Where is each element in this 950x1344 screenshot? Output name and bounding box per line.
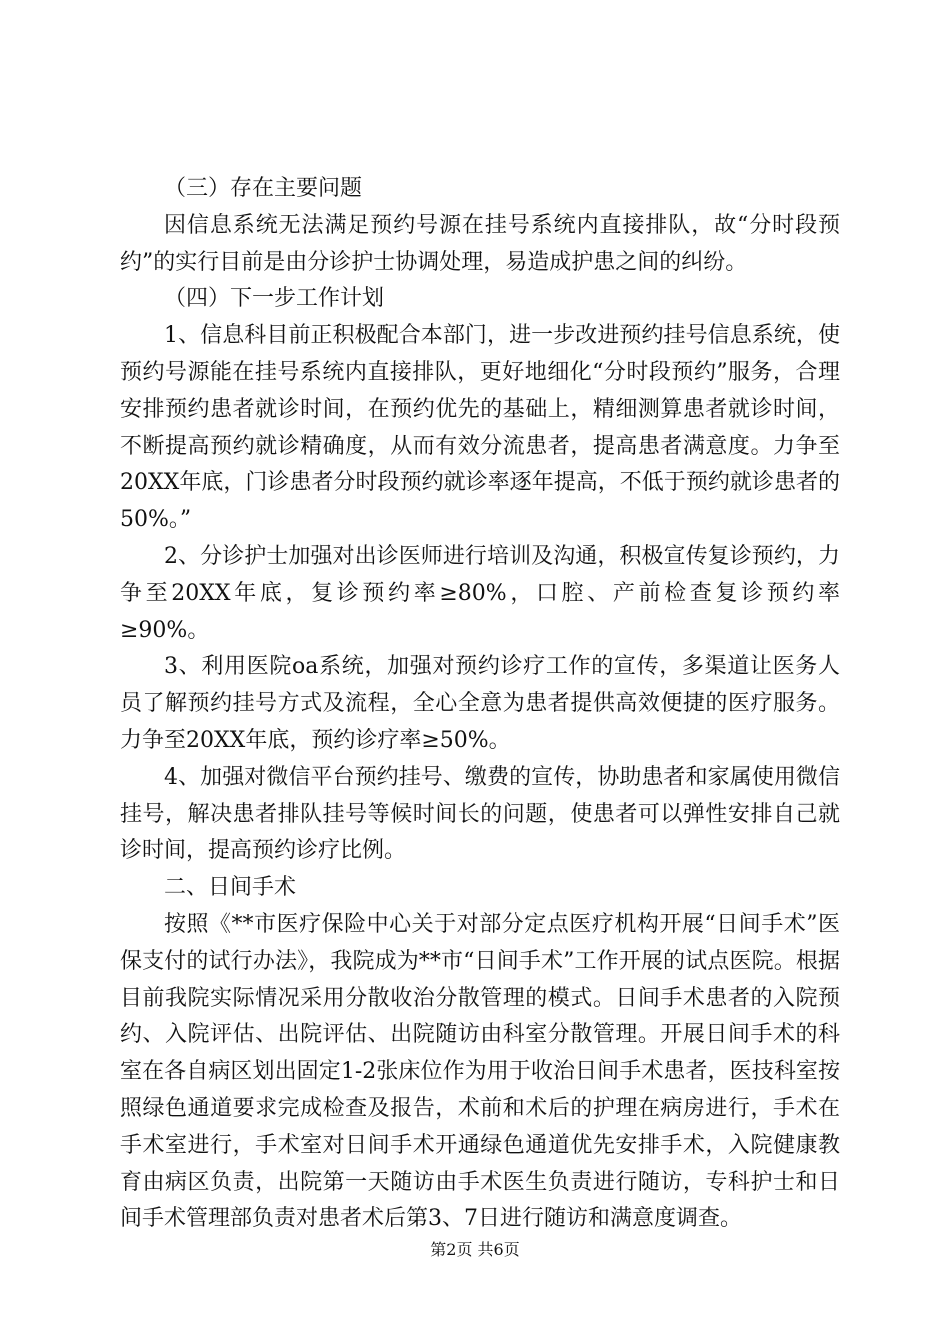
paragraph-plan-item-2: 2、分诊护士加强对出诊医师进行培训及沟通，积极宣传复诊预约，力争至20XX年底，复诊预约率≥80%，口腔、产前检查复诊预约率≥90%。 bbox=[120, 543, 840, 643]
paragraph-problems: 因信息系统无法满足预约号源在挂号系统内直接排队，故“分时段预约”的实行目前是由分诊护士协调处理，易造成护患之间的纠纷。 bbox=[120, 212, 840, 275]
section-heading-problems: （三）存在主要问题 bbox=[164, 176, 363, 201]
paragraph-day-surgery: 按照《**市医疗保险中心关于对部分定点医疗机构开展“日间手术”医保支付的试行办法》，我院成为**市“日间手术”工作开展的试点医院。根据目前我院实际情况采用分散收治分散管理的模式。日间手术患者的入院预约、入院评估、出院评估、出院随访由科室分散管理。开展日间手术的科室在各自病区划出固定1-2张床位作为用于收治日间手术患者，医技科室按照绿色通道要求完成检查及报告，术前和术后的护理在病房进行，手术在手术室进行，手术室对日间手术开通绿色通道优先安排手术，入院健康教育由病区负责，出院第一天随访由手术医生负责进行随访，专科护士和日间手术管理部负责对患者术后第3、7日进行随访和满意度调查。 bbox=[120, 911, 840, 1232]
section-heading-day-surgery: 二、日间手术 bbox=[164, 875, 297, 901]
section-heading-next-plan: （四）下一步工作计划 bbox=[164, 286, 385, 312]
page-footer: 第2页 共6页 bbox=[430, 1240, 520, 1259]
paragraph-plan-item-1: 1、信息科目前正积极配合本部门，进一步改进预约挂号信息系统，使预约号源能在挂号系统内直接排队，更好地细化“分时段预约”服务，合理安排预约患者就诊时间，在预约优先的基础上，精细测算患者就诊时间，不断提高预约就诊精确度，从而有效分流患者，提高患者满意度。力争至20XX年底，门诊患者分时段预约就诊率逐年提高，不低于预约就诊患者的50%。” bbox=[120, 323, 840, 533]
paragraph-plan-item-3: 3、利用医院oa系统，加强对预约诊疗工作的宣传，多渠道让医务人员了解预约挂号方式及流程，全心全意为患者提供高效便捷的医疗服务。力争至20XX年底，预约诊疗率≥50%。 bbox=[120, 654, 840, 753]
document-body bbox=[120, 171, 840, 1238]
paragraph-plan-item-4: 4、加强对微信平台预约挂号、缴费的宣传，协助患者和家属使用微信挂号，解决患者排队挂号等候时间长的问题，使患者可以弹性安排自己就诊时间，提高预约诊疗比例。 bbox=[120, 764, 840, 864]
